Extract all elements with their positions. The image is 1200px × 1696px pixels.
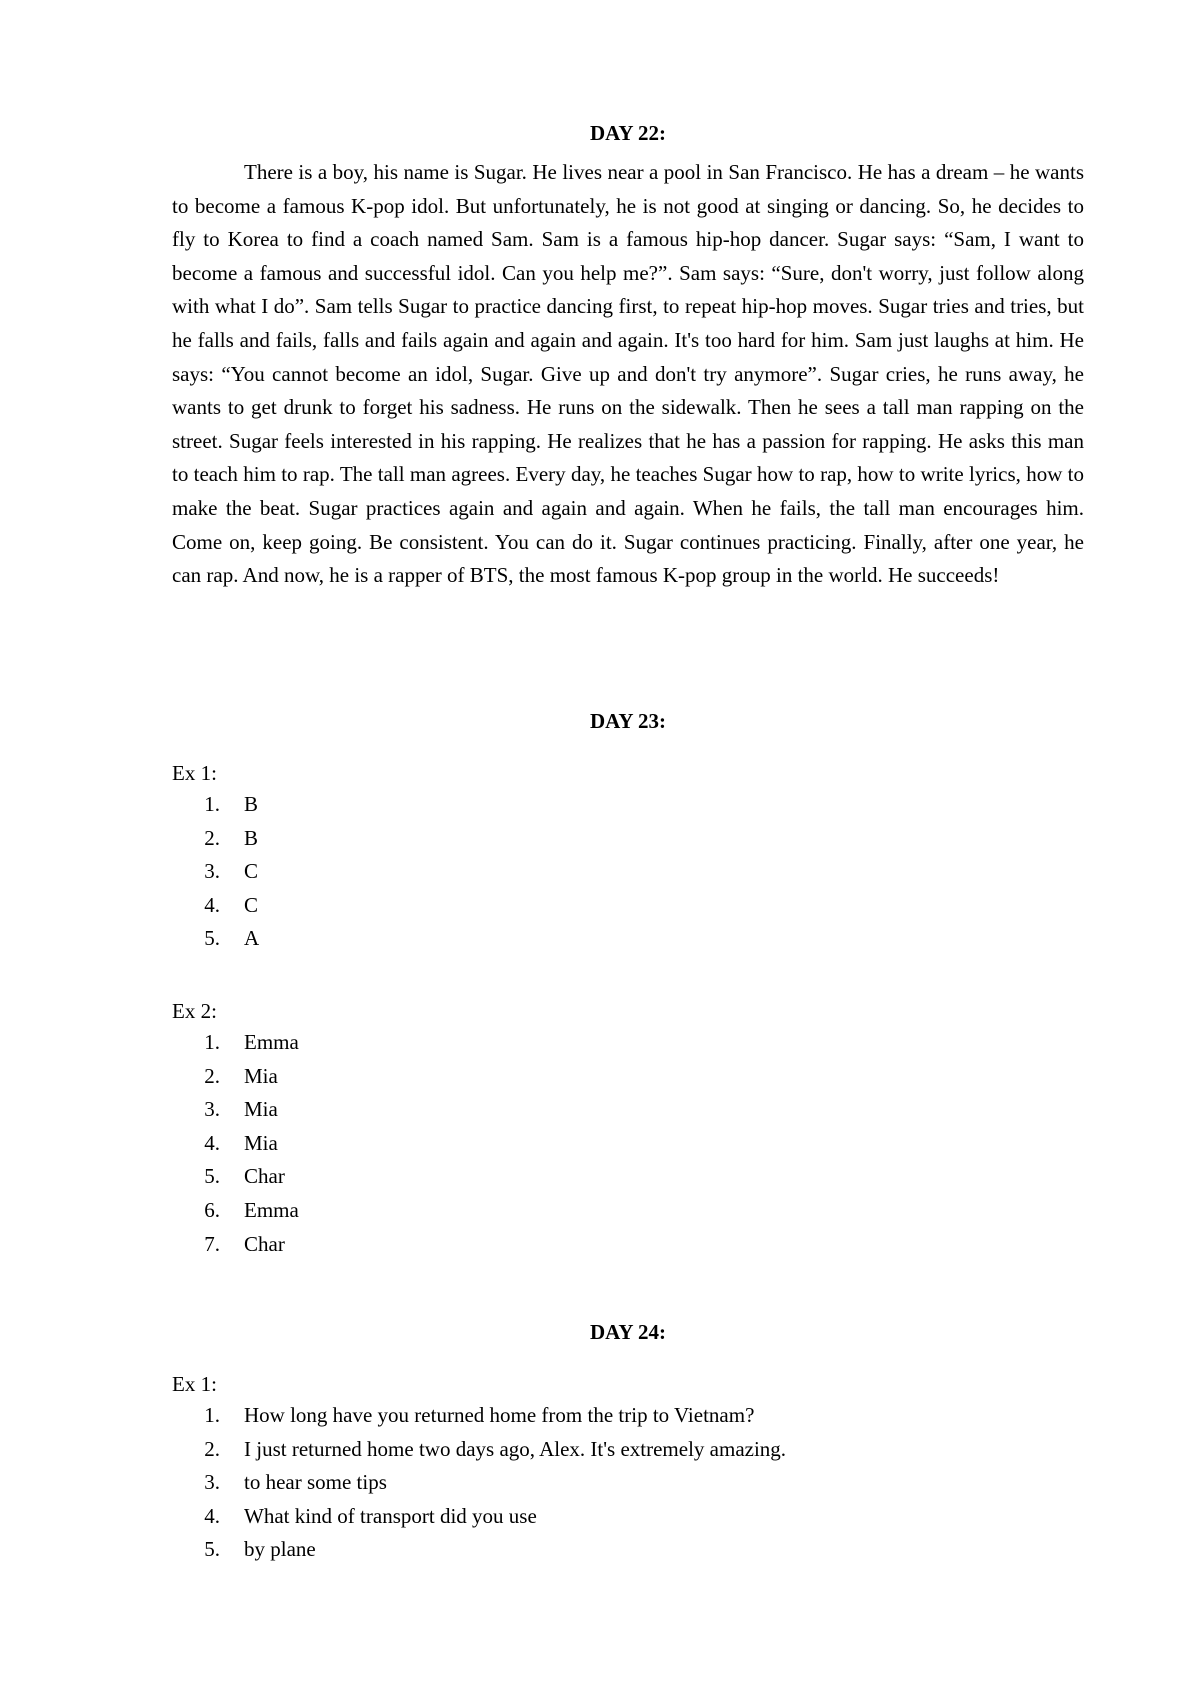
item-answer: Emma [244,1029,299,1054]
list-item [172,1127,1084,1161]
list-item [172,1160,1084,1194]
list-item [172,1433,1084,1467]
item-answer: to hear some tips [244,1470,387,1495]
item-number: 2. [204,825,220,850]
item-answer: Mia [244,1063,278,1088]
list-item [172,1194,1084,1228]
list-item [172,1026,1084,1060]
item-answer: Mia [244,1097,278,1122]
list-item [172,1466,1084,1500]
item-number: 6. [204,1197,220,1222]
day-24-ex1-answer-list [172,1399,1084,1567]
list-item [172,1533,1084,1567]
item-answer: Char [244,1164,285,1189]
item-answer: B [244,792,259,816]
item-number: 4. [204,892,220,917]
item-answer: Char [244,1231,285,1256]
day-22-title: DAY 22: [589,121,667,145]
item-number: 2. [204,1436,220,1461]
day-22-section [172,118,1084,593]
day-24-section [172,1317,1084,1567]
list-item [172,1060,1084,1094]
item-answer: C [244,859,259,884]
day-22-story-paragraph: There is a boy, his name is Sugar. He lives near a pool in San Francisco. He has a dream – he wants to become a famous K-pop idol. But unfortunately, he is not good at singing or dancing. So, he decides to fly to Korea to find a coach named Sam. Sam is a famous hip-hop dancer. Sugar says: “Sam, I want to become a famous and successful idol. Can you help me?”. Sam says: “Sure, don't worry, just follow along with what I do”. Sam tells Sugar to practice dancing first, to repeat hip-hop moves. Sugar tries and tries, but he falls and fails, falls and fails again and again and again. It's too hard for him. Sam just laughs at him. He says: “You cannot become an idol, Sugar. Give up and don't try anymore”. Sugar cries, he runs away, he wants to get drunk to forget his sadness. He runs on the sidewalk. Then he sees a tall man rapping on the street. Sugar feels interested in his rapping. He realizes that he has a passion for rapping. He asks this man to teach him to rap. The tall man agrees. Every day, he teaches Sugar how to rap, how to write lyrics, how to make the beat. Sugar practices again and again and again. When he fails, the tall man encourages him. Come on, keep going. Be consistent. You can do it. Sugar continues practicing. Finally, after one year, he can rap. And now, he is a rapper of BTS, the most famous K-pop group in the world. He succeeds! [172,160,1084,588]
day-24-ex1-label: Ex 1: [172,1372,217,1396]
day-24-title: DAY 24: [589,1320,667,1344]
list-item [172,855,1084,889]
item-number: 3. [204,859,220,884]
list-item [172,1399,1084,1433]
item-answer: Emma [244,1197,299,1222]
item-answer: I just returned home two days ago, Alex. It's extremely amazing. [244,1436,787,1461]
item-number: 1. [204,1403,220,1427]
list-item [172,1228,1084,1262]
list-item [172,1500,1084,1534]
item-number: 4. [204,1130,220,1155]
item-number: 5. [204,1164,220,1189]
item-number: 2. [204,1063,220,1088]
day-23-section [172,706,1084,1261]
item-number: 5. [204,1537,220,1562]
day-23-ex1-answer-list [172,788,1084,956]
item-answer: A [244,926,260,951]
item-answer: by plane [244,1537,316,1562]
item-number: 4. [204,1503,220,1528]
item-number: 7. [204,1231,220,1256]
list-item [172,788,1084,822]
item-answer: B [244,825,259,850]
list-item [172,1093,1084,1127]
item-answer: C [244,892,259,917]
day-23-ex2-answer-list [172,1026,1084,1261]
item-number: 3. [204,1470,220,1495]
list-item [172,889,1084,923]
list-item [172,822,1084,856]
list-item [172,922,1084,956]
item-number: 3. [204,1097,220,1122]
item-number: 5. [204,926,220,951]
day-23-ex2-label: Ex 2: [172,998,217,1023]
item-answer: Mia [244,1130,278,1155]
item-answer: What kind of transport did you use [244,1503,537,1528]
item-number: 1. [204,1029,220,1054]
day-23-title: DAY 23: [589,709,667,733]
item-answer: How long have you returned home from the trip to Vietnam? [244,1403,755,1427]
day-23-ex1-label: Ex 1: [172,761,217,785]
item-number: 1. [204,792,220,816]
